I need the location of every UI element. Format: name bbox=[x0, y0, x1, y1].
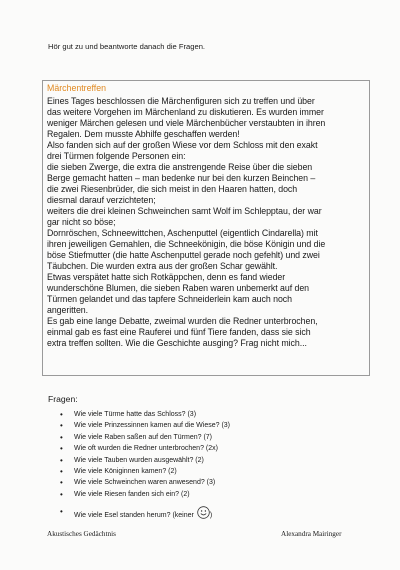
story-line: angeritten. bbox=[47, 305, 89, 315]
story-line: Eines Tages beschlossen die Märchenfiguren sich zu treffen und über bbox=[47, 96, 315, 106]
question-item bbox=[60, 409, 230, 420]
question-item bbox=[60, 443, 230, 454]
story-line: Türmen gelandet und das tapfere Schneiderlein kam auch noch bbox=[47, 294, 292, 304]
story-line: die zwei Riesenbrüder, die sich meist in den Haaren hatten, doch bbox=[47, 184, 298, 194]
question-item bbox=[60, 455, 230, 466]
question-item bbox=[60, 420, 230, 431]
story-line: einmal gab es fast eine Rauferei und fünf Tiere fanden, dass sie sich bbox=[47, 327, 311, 337]
story-text bbox=[47, 96, 365, 349]
story-box bbox=[42, 80, 370, 376]
story-line: weniger Märchen gelesen und viele Märchenbücher verstaubten in ihren bbox=[47, 118, 326, 128]
question-text: Wie viele Riesen fanden sich ein? (2) bbox=[74, 490, 190, 498]
question-text: Wie viele Schweinchen waren anwesend? (3) bbox=[74, 479, 216, 487]
questions-heading: Fragen: bbox=[48, 394, 78, 404]
story-line: gar nicht so böse; bbox=[47, 217, 116, 227]
question-text: Wie viele Raben saßen auf den Türmen? (7) bbox=[74, 433, 212, 441]
question-text: Wie viele Tauben wurden ausgewählt? (2) bbox=[74, 456, 204, 464]
story-line: die sieben Zwerge, die extra die anstrengende Reise über die sieben bbox=[47, 162, 313, 172]
question-close-paren: ) bbox=[209, 512, 213, 520]
question-item bbox=[60, 506, 230, 520]
bullet-icon: • bbox=[60, 466, 63, 476]
question-text: Wie oft wurden die Redner unterbrochen? (2x) bbox=[74, 445, 218, 453]
question-item bbox=[60, 466, 230, 477]
question-text: Wie viele Esel standen herum? (keiner bbox=[74, 512, 194, 520]
footer-subject: Akustisches Gedächtnis bbox=[47, 530, 116, 538]
bullet-icon: • bbox=[60, 444, 63, 454]
story-line: Also fanden sich auf der großen Wiese vor dem Schloss mit den exakt bbox=[47, 140, 318, 150]
bullet-icon: • bbox=[60, 432, 63, 442]
story-line: Regalen. Dem musste Abhilfe geschaffen werden! bbox=[47, 129, 240, 139]
bullet-icon: • bbox=[60, 455, 63, 465]
story-title: Märchentreffen bbox=[47, 83, 107, 93]
story-line: Etwas verspätet hatte sich Rotkäppchen, denn es fand wieder bbox=[47, 272, 286, 282]
story-line: wunderschöne Blumen, die sieben Raben waren unbemerkt auf den bbox=[47, 283, 310, 293]
story-line: Dornröschen, Schneewittchen, Aschenputtel (eigentlich Cindarella) mit bbox=[47, 228, 318, 238]
story-line: das weitere Vorgehen im Märchenland zu diskutieren. Es wurden immer bbox=[47, 107, 324, 117]
story-line: Es gab eine lange Debatte, zweimal wurden die Redner unterbrochen, bbox=[47, 316, 318, 326]
question-item bbox=[60, 432, 230, 443]
question-text: Wie viele Königinnen kamen? (2) bbox=[74, 467, 177, 475]
story-line: böse Stiefmutter (die hatte Aschenputtel gerade noch gefehlt) und zwei bbox=[47, 250, 320, 260]
questions-list bbox=[60, 409, 230, 518]
question-text: Wie viele Türme hatte das Schloss? (3) bbox=[74, 411, 197, 418]
instruction-text: Hör gut zu und beantworte danach die Fragen. bbox=[48, 42, 206, 51]
story-line: diesmal darauf verzichteten; bbox=[47, 195, 156, 205]
story-line: drei Türmen folgende Personen ein: bbox=[47, 151, 186, 161]
story-line: weiters die drei kleinen Schweinchen samt Wolf im Schlepptau, der war bbox=[47, 206, 322, 216]
question-item bbox=[60, 477, 230, 488]
footer-author: Alexandra Mairinger bbox=[281, 530, 342, 538]
smiley-icon bbox=[197, 506, 213, 523]
bullet-icon: • bbox=[60, 489, 63, 499]
bullet-icon: • bbox=[60, 507, 63, 517]
question-item bbox=[60, 489, 230, 500]
story-line: extra treffen sollten. Wie die Geschichte ausging? Frag nicht mich... bbox=[47, 338, 307, 348]
story-line: Täubchen. Die wurden extra aus der großen Schar gewählt. bbox=[47, 261, 278, 271]
bullet-icon: • bbox=[60, 410, 63, 419]
story-line: ihren jeweiligen Gemahlen, die Schneekönigin, die böse Königin und die bbox=[47, 239, 326, 249]
bullet-icon: • bbox=[60, 478, 63, 488]
bullet-icon: • bbox=[60, 421, 63, 431]
story-line: Berge gemacht hatten – man bedenke nur bei den kurzen Beinchen – bbox=[47, 173, 316, 183]
question-text: Wie viele Prinzessinnen kamen auf die Wiese? (3) bbox=[74, 422, 231, 430]
